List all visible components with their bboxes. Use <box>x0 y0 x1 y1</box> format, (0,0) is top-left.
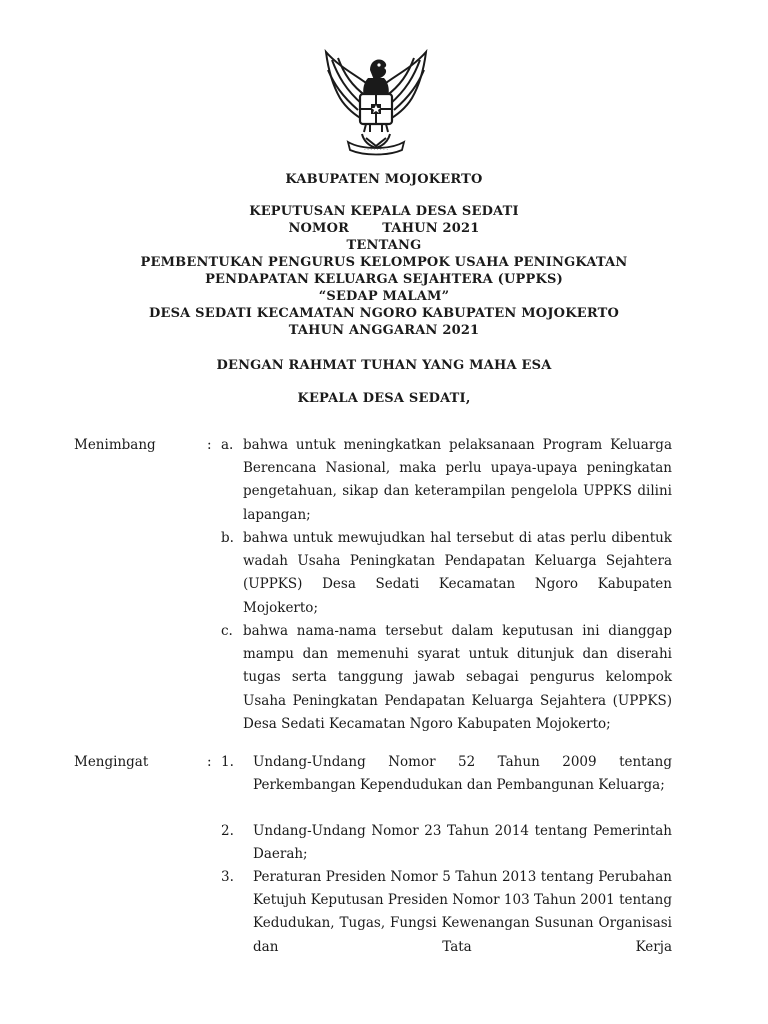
garuda-emblem-icon <box>318 46 434 162</box>
decree-location: DESA SEDATI KECAMATAN NGORO KABUPATEN MOJOKERTO <box>149 306 619 321</box>
menimbang-marker-a: a. <box>221 437 234 453</box>
mengingat-marker-2: 2. <box>221 823 234 839</box>
village-head-title: KEPALA DESA SEDATI, <box>297 391 471 406</box>
mengingat-marker-1: 1. <box>221 754 234 770</box>
decree-title: KEPUTUSAN KEPALA DESA SEDATI <box>249 204 519 219</box>
decree-budget-year: TAHUN ANGGARAN 2021 <box>288 323 480 338</box>
menimbang-item-c: bahwa nama-nama tersebut dalam keputusan ini dianggap mampu dan memenuhi syarat untuk ditunjuk dan diserahi tugas serta tanggung jawab sebagai pengurus kelompok Usaha Peningkatan Pendapatan Keluarga Sejahtera (UPPKS) Desa Sedati Kecamatan Ngoro Kabupaten Mojokerto; <box>243 623 672 732</box>
menimbang-label: Menimbang <box>74 437 156 453</box>
decree-about: TENTANG <box>346 238 422 253</box>
mengingat-label: Mengingat <box>74 754 149 770</box>
svg-text:· · · · · · · ·: · · · · · · · · <box>364 147 388 153</box>
menimbang-marker-c: c. <box>221 623 233 639</box>
regency-title: KABUPATEN MOJOKERTO <box>285 172 483 187</box>
menimbang-item-a: bahwa untuk meningkatkan pelaksanaan Program Keluarga Berencana Nasional, maka perlu upaya-upaya peningkatan pengetahuan, sikap dan keterampilan pengelola UPPKS dilini lapangan; <box>243 437 672 523</box>
mengingat-item-3: Peraturan Presiden Nomor 5 Tahun 2013 tentang Perubahan Ketujuh Keputusan Presiden Nomor 103 Tahun 2001 tentang Kedudukan, Tugas, Fungsi Kewenangan Susunan Organisasi dan Tata Kerja <box>253 869 672 955</box>
decree-group-name: “SEDAP MALAM” <box>318 289 450 304</box>
decree-title-block <box>0 203 768 339</box>
mengingat-item-1: Undang-Undang Nomor 52 Tahun 2009 tentang Perkembangan Kependudukan dan Pembangunan Keluarga; <box>253 754 672 794</box>
menimbang-marker-b: b. <box>221 530 234 546</box>
decree-subject-line-1: PEMBENTUKAN PENGURUS KELOMPOK USAHA PENINGKATAN <box>140 255 628 270</box>
decree-number: NOMOR TAHUN 2021 <box>288 221 480 236</box>
menimbang-colon: : <box>207 437 212 453</box>
mengingat-marker-3: 3. <box>221 869 234 885</box>
menimbang-item-b: bahwa untuk mewujudkan hal tersebut di atas perlu dibentuk wadah Usaha Peningkatan Pendapatan Keluarga Sejahtera (UPPKS) Desa Sedati Kecamatan Ngoro Kabupaten Mojokerto; <box>243 530 672 616</box>
decree-subject-line-2: PENDAPATAN KELUARGA SEJAHTERA (UPPKS) <box>205 272 563 287</box>
grace-statement: DENGAN RAHMAT TUHAN YANG MAHA ESA <box>216 358 552 373</box>
mengingat-colon: : <box>207 754 212 770</box>
mengingat-item-2: Undang-Undang Nomor 23 Tahun 2014 tentang Pemerintah Daerah; <box>253 823 672 863</box>
